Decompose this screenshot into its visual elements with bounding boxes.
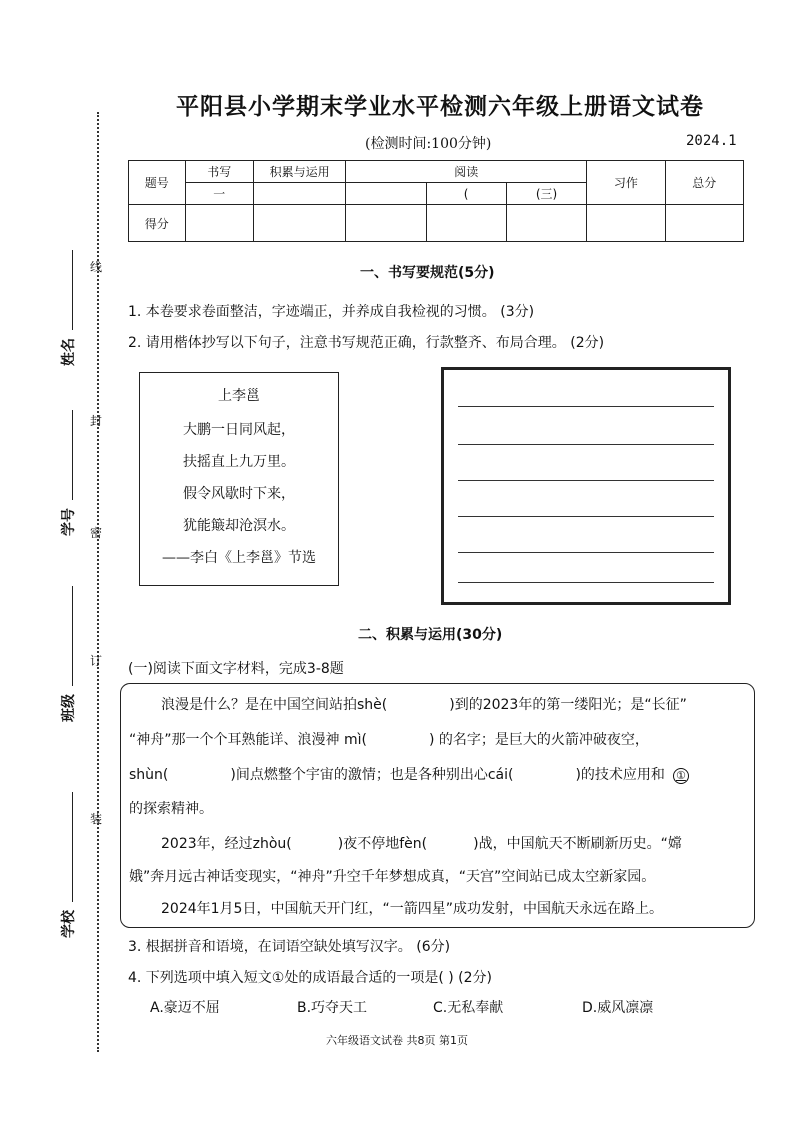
passage-line-4: 的探索精神。 <box>129 801 213 817</box>
student-id-fill-line[interactable] <box>72 410 73 500</box>
option-b[interactable]: B.巧夺天工 <box>297 1000 368 1016</box>
score-cell-4[interactable] <box>426 205 506 242</box>
name-fill-line[interactable] <box>72 250 73 330</box>
question-3: 3. 根据拼音和语境，在词语空缺处填写汉字。 (6分) <box>128 939 451 955</box>
th-shuxie: 书写 <box>185 161 253 183</box>
writing-line <box>458 552 714 553</box>
poem-line-3: 假令风歇时下来， <box>183 486 295 502</box>
option-c[interactable]: C.无私奉献 <box>433 1000 504 1016</box>
question-1: 1. 本卷要求卷面整洁，字迹端正，并养成自我检视的习惯。 (3分) <box>128 304 535 320</box>
poem-box <box>139 372 339 586</box>
th-sub-yuedu-3: (三) <box>506 183 586 205</box>
th-xizuo: 习作 <box>587 161 665 205</box>
binding-marker-zhuang: 装 <box>90 812 103 826</box>
question-2: 2. 请用楷体抄写以下句子，注意书写规范正确，行款整齐、布局合理。 (2分) <box>128 335 605 351</box>
writing-line <box>458 406 714 407</box>
th-sub-1: 一 <box>185 183 253 205</box>
passage-line-6: 娥”奔月远古神话变现实，“神舟”升空千年梦想成真，“天宫”空间站已成太空新家园。 <box>129 869 656 885</box>
student-id-label: 学号 <box>61 508 77 536</box>
score-row-label: 得分 <box>129 205 186 242</box>
exam-title: 平阳县小学期末学业水平检测六年级上册语文试卷 <box>176 93 704 120</box>
section1-heading: 一、书写要规范(5分) <box>360 265 495 281</box>
writing-line <box>458 444 714 445</box>
poem-line-4: 犹能簸却沧溟水。 <box>183 518 295 534</box>
binding-dotted-line <box>97 112 99 1052</box>
score-table <box>128 160 744 242</box>
passage-line-7: 2024年1月5日，中国航天开门红，“一箭四星”成功发射，中国航天永远在路上。 <box>161 901 663 917</box>
option-d[interactable]: D.威风凛凛 <box>582 1000 654 1016</box>
exam-duration: (检测时间:100分钟) <box>365 136 492 152</box>
th-zongfen: 总分 <box>665 161 743 205</box>
binding-marker-xian: 线 <box>90 260 103 274</box>
subsection-1-heading: (一)阅读下面文字材料，完成3-8题 <box>128 661 344 677</box>
binding-marker-mi: 密 <box>90 526 103 540</box>
question-4: 4. 下列选项中填入短文①处的成语最合适的一项是( ) (2分) <box>128 970 493 986</box>
passage-line-3: shùn( )间点燃整个宇宙的激情；也是各种别出心cái( )的技术应用和 ① <box>129 764 689 784</box>
passage-line-2: “神舟”那一个个耳熟能详、浪漫神 mì( ) 的名字；是巨大的火箭冲破夜空， <box>129 732 649 748</box>
handwriting-box[interactable] <box>441 367 731 605</box>
th-yuedu: 阅读 <box>346 161 587 183</box>
th-tihao: 题号 <box>129 161 186 205</box>
score-cell-6[interactable] <box>587 205 665 242</box>
score-cell-3[interactable] <box>346 205 426 242</box>
writing-line <box>458 480 714 481</box>
class-fill-line[interactable] <box>72 586 73 686</box>
poem-line-1: 大鹏一日同风起， <box>183 422 295 438</box>
exam-date: 2024.1 <box>686 133 737 149</box>
section2-heading: 二、积累与运用(30分) <box>358 627 503 643</box>
blank-marker-1[interactable]: ① <box>673 768 689 784</box>
name-label: 姓名 <box>61 338 77 366</box>
option-a[interactable]: A.豪迈不屈 <box>150 1000 220 1016</box>
binding-marker-feng: 封 <box>90 414 103 428</box>
th-sub-yuedu-2: ( <box>426 183 506 205</box>
poem-title: 上李邕 <box>218 388 260 404</box>
passage-line-1: 浪漫是什么？是在中国空间站拍shè( )到的2023年的第一缕阳光；是“长征” <box>161 697 687 713</box>
school-fill-line[interactable] <box>72 792 73 902</box>
writing-line <box>458 582 714 583</box>
score-cell-7[interactable] <box>665 205 743 242</box>
score-cell-5[interactable] <box>506 205 586 242</box>
page-footer: 六年级语文试卷 共8页 第1页 <box>326 1034 468 1047</box>
school-label: 学校 <box>61 910 77 938</box>
score-cell-1[interactable] <box>185 205 253 242</box>
poem-line-2: 扶摇直上九万里。 <box>183 454 295 470</box>
score-cell-2[interactable] <box>254 205 346 242</box>
th-sub-2 <box>254 183 346 205</box>
th-sub-yuedu-1 <box>346 183 426 205</box>
passage-box <box>120 683 755 928</box>
binding-marker-ding: 订 <box>90 654 103 668</box>
passage-line-5: 2023年，经过zhòu( )夜不停地fèn( )战，中国航天不断刷新历史。“嫦 <box>161 836 682 852</box>
th-jilei: 积累与运用 <box>254 161 346 183</box>
poem-source: ——李白《上李邕》节选 <box>162 550 316 566</box>
class-label: 班级 <box>61 694 77 722</box>
writing-line <box>458 516 714 517</box>
